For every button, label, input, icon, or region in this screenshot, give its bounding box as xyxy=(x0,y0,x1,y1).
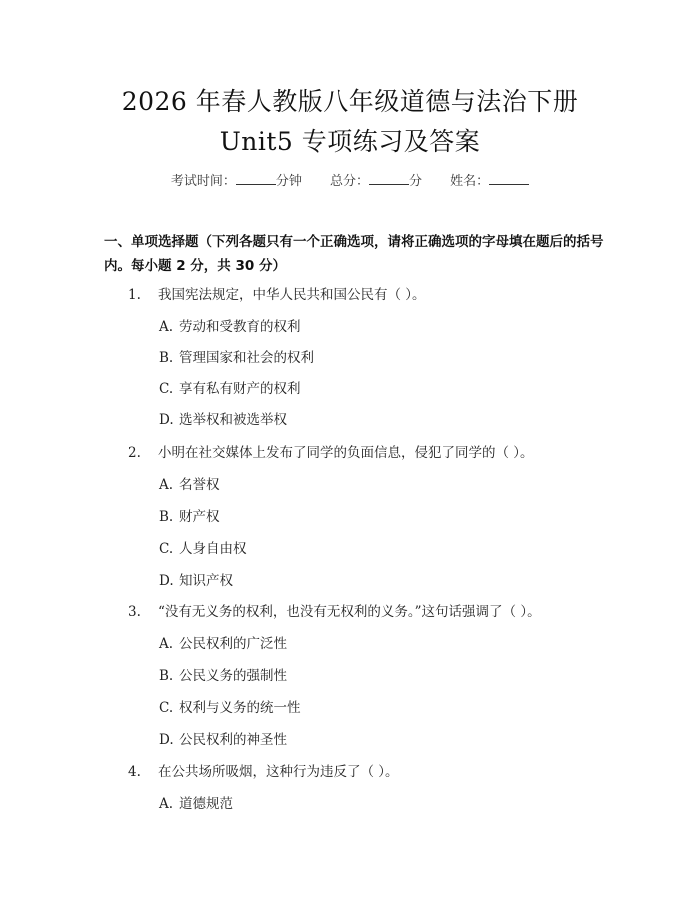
score-unit: 分 xyxy=(409,174,423,189)
question-3 xyxy=(128,600,541,620)
question-number: 4. xyxy=(128,764,141,780)
title-line-1: 2026 年春人教版八年级道德与法治下册 xyxy=(121,87,579,116)
q2-option-a[interactable] xyxy=(159,473,220,493)
option-text: 管理国家和社会的权利 xyxy=(179,350,314,366)
option-text: 选举权和被选举权 xyxy=(179,412,287,428)
option-letter: D. xyxy=(159,732,174,748)
q1-option-b[interactable] xyxy=(159,346,314,366)
option-text: 公民义务的强制性 xyxy=(179,668,287,684)
option-letter: C. xyxy=(159,381,174,397)
exam-score xyxy=(330,174,426,189)
question-number: 2. xyxy=(128,445,141,461)
option-letter: B. xyxy=(159,668,174,684)
question-text: 在公共场所吸烟，这种行为违反了（ ）。 xyxy=(158,764,399,780)
option-text: 权利与义务的统一性 xyxy=(179,700,301,716)
question-4 xyxy=(128,760,399,780)
option-letter: D. xyxy=(159,573,174,589)
option-letter: B. xyxy=(159,350,174,366)
section-1-heading: 一、单项选择题（下列各题只有一个正确选项，请将正确选项的字母填在题后的括号内。每小题 2 分，共 30 分） xyxy=(104,234,604,274)
option-text: 人身自由权 xyxy=(179,541,247,557)
time-blank[interactable] xyxy=(236,172,276,185)
q4-option-a[interactable] xyxy=(159,792,233,812)
option-text: 劳动和受教育的权利 xyxy=(179,319,301,335)
q2-option-b[interactable] xyxy=(159,505,220,525)
option-letter: A. xyxy=(159,796,174,812)
option-letter: D. xyxy=(159,412,174,428)
q3-option-d[interactable] xyxy=(159,728,287,748)
time-unit: 分钟 xyxy=(275,174,302,189)
option-letter: A. xyxy=(159,636,174,652)
question-1 xyxy=(128,283,426,303)
q2-option-d[interactable] xyxy=(159,569,233,589)
option-letter: C. xyxy=(159,541,174,557)
q2-option-c[interactable] xyxy=(159,537,247,557)
question-2 xyxy=(128,441,534,461)
option-text: 知识产权 xyxy=(179,573,233,589)
exam-time xyxy=(171,174,306,189)
q3-option-c[interactable] xyxy=(159,696,301,716)
question-number: 3. xyxy=(128,604,141,620)
question-number: 1. xyxy=(128,287,141,303)
option-text: 道德规范 xyxy=(179,796,233,812)
question-text: 小明在社交媒体上发布了同学的负面信息，侵犯了同学的（ ）。 xyxy=(158,445,534,461)
option-text: 公民权利的广泛性 xyxy=(179,636,287,652)
option-text: 公民权利的神圣性 xyxy=(179,732,287,748)
title-line-2: Unit5 专项练习及答案 xyxy=(219,127,481,156)
exam-name xyxy=(450,174,529,189)
option-letter: B. xyxy=(159,509,174,525)
option-text: 名誉权 xyxy=(179,477,220,493)
exam-info-line xyxy=(0,170,700,189)
option-letter: C. xyxy=(159,700,174,716)
q1-option-c[interactable] xyxy=(159,377,301,397)
option-text: 财产权 xyxy=(179,509,220,525)
name-blank[interactable] xyxy=(489,172,529,185)
time-label: 考试时间： xyxy=(170,174,236,189)
option-letter: A. xyxy=(159,477,174,493)
question-text: 我国宪法规定，中华人民共和国公民有（ ）。 xyxy=(158,287,426,303)
q3-option-b[interactable] xyxy=(159,664,287,684)
score-blank[interactable] xyxy=(369,172,409,185)
question-text: “没有无义务的权利，也没有无权利的义务。”这句话强调了（ ）。 xyxy=(158,604,541,620)
option-letter: A. xyxy=(159,319,174,335)
q1-option-a[interactable] xyxy=(159,315,301,335)
name-label: 姓名： xyxy=(450,174,490,189)
option-text: 享有私有财产的权利 xyxy=(179,381,301,397)
q1-option-d[interactable] xyxy=(159,408,287,428)
score-label: 总分： xyxy=(329,174,369,189)
q3-option-a[interactable] xyxy=(159,632,287,652)
